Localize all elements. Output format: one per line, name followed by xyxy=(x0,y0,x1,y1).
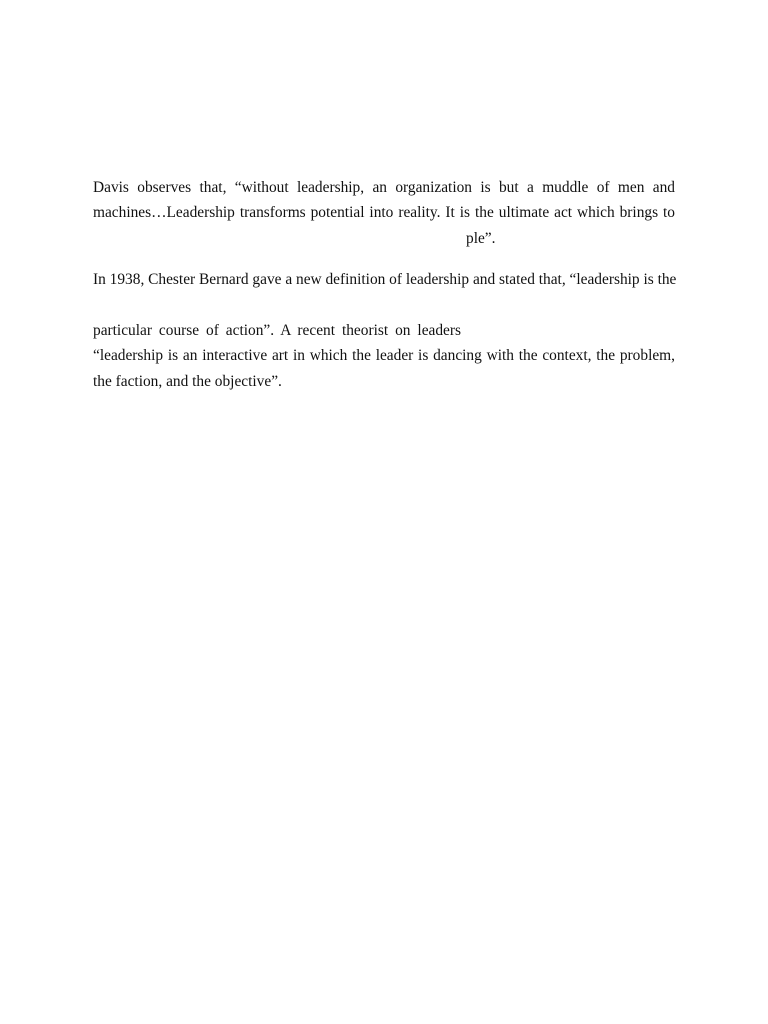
paragraph-1-line-3: ple”. xyxy=(466,230,496,247)
paragraph-2-line-3: “leadership is an interactive art in which the leader is dancing with the context, the problem, xyxy=(93,347,675,364)
paragraph-2-line-1: In 1938, Chester Bernard gave a new definition of leadership and stated that, “leadership is the xyxy=(93,271,677,288)
paragraph-2-line-2: particular course of action”. A recent theorist on leaders xyxy=(93,322,461,339)
paragraph-1-line-2: machines…Leadership transforms potential into reality. It is the ultimate act which brings to xyxy=(93,204,675,221)
paragraph-1-line-1: Davis observes that, “without leadership, an organization is but a muddle of men and xyxy=(93,179,675,196)
paragraph-2-line-4: the faction, and the objective”. xyxy=(93,373,282,390)
